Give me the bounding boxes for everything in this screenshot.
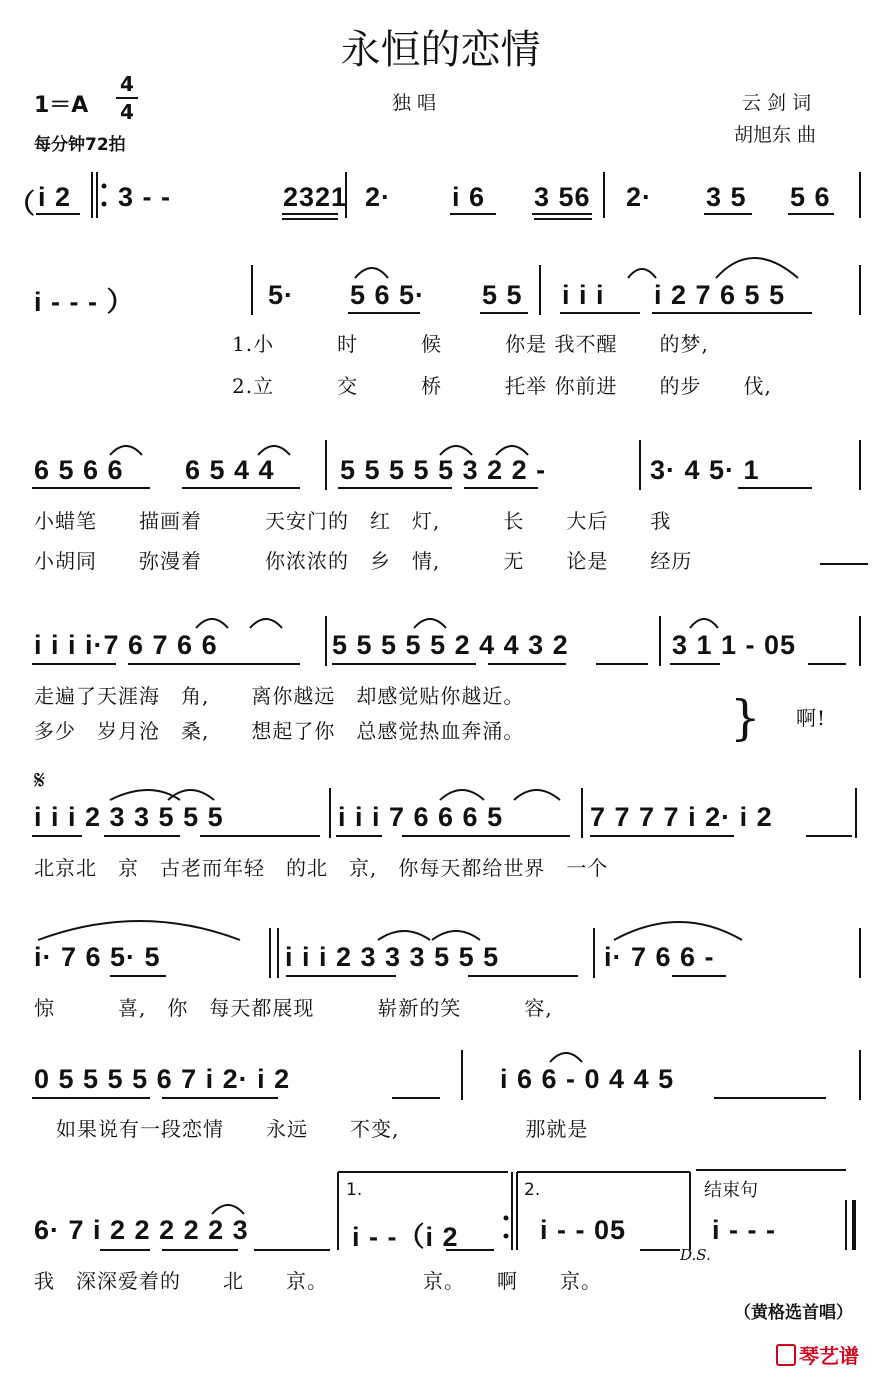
tie: [628, 269, 656, 278]
notation-group: i 6: [452, 182, 486, 212]
notation-group: 0 5 5 5 5 6 7 i 2· i 2: [34, 1064, 291, 1094]
tie: [38, 921, 240, 940]
logo-text: 琴艺谱: [799, 1344, 859, 1368]
lyric-line: 走遍了天涯海 角, 离你越远 却感觉贴你越近。: [34, 684, 525, 708]
tie: [110, 446, 142, 455]
notation-group: i - -（i 2: [352, 1222, 459, 1252]
notation-group: 2·: [626, 182, 653, 212]
composer-credit: 胡旭东 曲: [734, 124, 817, 146]
notation-group: i i i 7 6 6 6 5: [338, 802, 504, 832]
brace: }: [730, 690, 761, 746]
notation-group: 5 5: [482, 280, 523, 310]
notation-group: 3 56: [534, 182, 591, 212]
lyric-line: 如果说有一段恋情 永远 不变, 那就是: [56, 1117, 589, 1141]
lyric-line: 1.小 时 候 你是 我不醒 的梦,: [232, 332, 709, 356]
tie: [514, 790, 560, 800]
notation-group: 3 - -: [118, 182, 172, 212]
notation-group: i - - 05: [540, 1215, 627, 1245]
notation-group: 5 6 5·: [350, 280, 426, 310]
lyricist-credit: 云 剑 词: [742, 92, 812, 114]
notation-group: i 6 6 - 0 4 4 5: [500, 1064, 675, 1094]
open-paren: （: [8, 189, 36, 219]
tie: [378, 931, 430, 940]
repeat-dot: [102, 202, 107, 207]
notation-group: i - - -: [712, 1215, 776, 1245]
lyric-line: 惊 喜, 你 每天都展现 崭新的笑 容,: [34, 996, 553, 1020]
notation-group: i i i 2 3 3 5 5 5: [34, 802, 224, 832]
tie: [716, 258, 798, 278]
notation-group: 7 7 7 7 i 2· i 2: [590, 802, 773, 832]
tie: [212, 1205, 244, 1214]
notation-group: 5·: [268, 280, 295, 310]
tie: [168, 790, 214, 800]
dal-segno: D.S.: [680, 1246, 711, 1264]
notation-group: i· 7 6 5· 5: [34, 942, 161, 972]
notation-group: 3 1 1 - 05: [672, 630, 797, 660]
notation-group: 2321: [283, 182, 348, 212]
performance-type: 独 唱: [392, 92, 437, 114]
notation-group: i 2: [38, 182, 72, 212]
notation-group: i - - - ）: [34, 287, 135, 317]
notation-group: i i i 2 3 3 3 5 5 5: [285, 942, 500, 972]
time-signature-bottom: 4: [120, 100, 134, 124]
tie: [440, 446, 472, 455]
tie: [196, 619, 228, 628]
tempo-marking: 每分钟72拍: [34, 135, 126, 155]
notation-group: 6· 7 i 2 2 2 2 2 3: [34, 1215, 249, 1245]
notation-group: 5 6: [790, 182, 831, 212]
song-title: 永恒的恋情: [340, 27, 541, 73]
lyric-line: 2.立 交 桥 托举 你前进 的步 伐,: [232, 374, 772, 398]
tie: [432, 931, 480, 940]
notation-group: 3· 4 5· 1: [650, 455, 760, 485]
lyric-line: 多少 岁月沧 桑, 想起了你 总感觉热血奔涌。: [34, 719, 525, 743]
tie: [414, 619, 446, 628]
notation-group: i 2 7 6 5 5: [654, 280, 786, 310]
ending-label: 结束句: [704, 1180, 758, 1201]
notation-group: i i i: [562, 280, 605, 310]
notation-group: 6 5 6 6: [34, 455, 124, 485]
segno-sign: 𝄋: [34, 766, 46, 796]
lyric-line: 小蜡笔 描画着 天安门的 红 灯, 长 大后 我: [34, 509, 672, 533]
lyric-line: 我 深深爱着的 北 京。 京。 啊 京。: [34, 1269, 602, 1293]
notation-group: 3 5: [706, 182, 747, 212]
notation-group: i i i i·7 6 7 6 6: [34, 630, 218, 660]
notation-group: 5 5 5 5 5 3 2 2 -: [340, 455, 547, 485]
tie: [496, 446, 528, 455]
repeat-dot: [504, 1234, 509, 1239]
lyric-line: 小胡同 弥漫着 你浓浓的 乡 情, 无 论是 经历: [34, 549, 693, 573]
repeat-dot: [504, 1216, 509, 1221]
repeat-dot: [102, 184, 107, 189]
time-signature-top: 4: [120, 72, 134, 96]
tie: [355, 268, 388, 278]
tie: [250, 619, 282, 628]
tie: [614, 922, 742, 940]
tie: [690, 619, 718, 628]
notation-group: 2·: [365, 182, 392, 212]
key-signature: 1＝A: [34, 93, 89, 118]
lyric-line: 北京北 京 古老而年轻 的北 京, 你每天都给世界 一个: [34, 856, 609, 880]
tie: [550, 1053, 582, 1062]
volta-1-label: 1.: [346, 1180, 363, 1200]
notation-group: 5 5 5 5 5 2 4 4 3 2: [332, 630, 569, 660]
tie: [258, 446, 290, 455]
notation-group: 6 5 4 4: [185, 455, 275, 485]
volta-2-label: 2.: [524, 1180, 541, 1200]
lyric-aside: 啊!: [796, 706, 827, 730]
performer-credit: （黄格选首唱）: [734, 1303, 853, 1323]
notation-group: i· 7 6 6 -: [604, 942, 715, 972]
tie: [440, 790, 484, 800]
